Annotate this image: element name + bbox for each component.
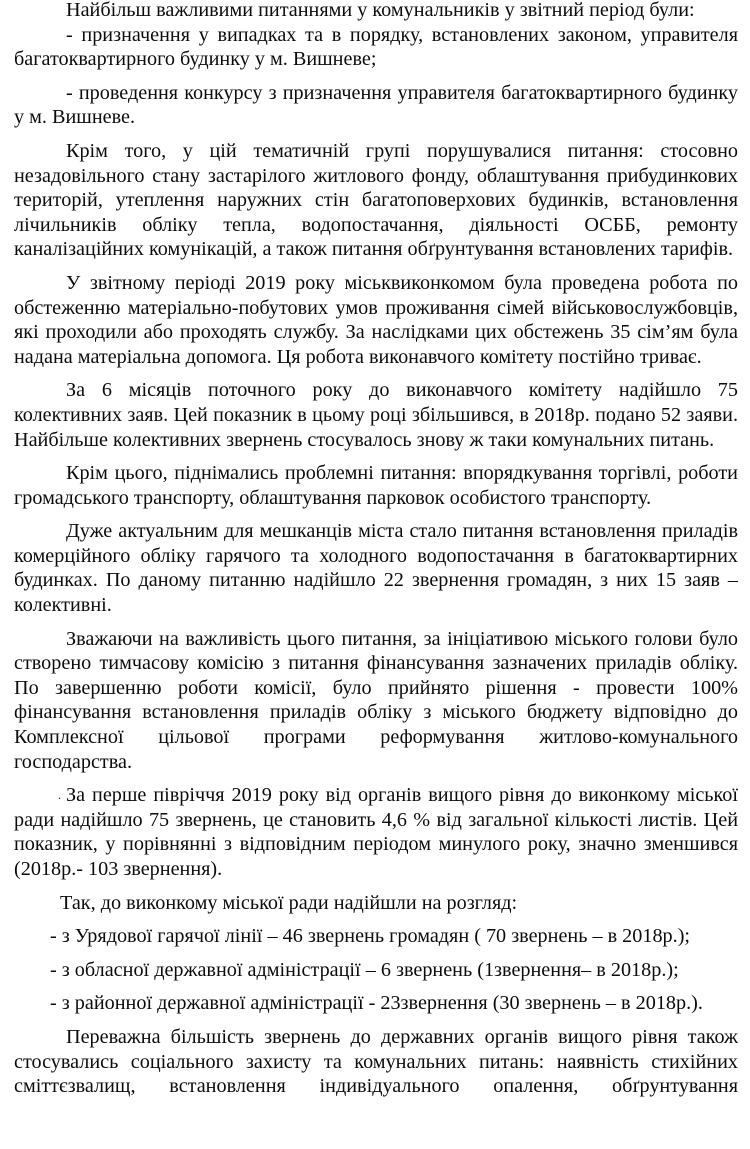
paragraph-military-families: У звітному періоді 2019 року міськвиконкомом була проведена робота по обстеженню матеріально-побутових умов проживання сімей військовослужбовців, які проходили або проходять службу. За наслідками цих обстежень 35 сім’ям була надана матеріальна допомога. Ця робота виконавчого комітету постійно триває. xyxy=(14,271,738,368)
list-item-district-admin: - з районної державної адміністрації - 23звернення (30 звернень – в 2018р.). xyxy=(50,992,703,1015)
paragraph-intro: Найбільш важливими питаннями у комунальників у звітний період були: xyxy=(66,0,695,21)
stray-dot-mark: . xyxy=(58,788,61,803)
paragraph-thematic-issues: Крім того, у цій тематичній групі порушувалися питання: стосовно незадовільного стану застарілого житлового фонду, облаштування прибудинкових територій, утеплення наружних стін багатоповерхових будинків, встановлення лічильників обліку тепла, водопостачання, діяльності ОСББ, ремонту каналізаційних комунікацій, а також питання обґрунтування встановлених тарифів. xyxy=(14,139,738,261)
paragraph-higher-authorities xyxy=(14,783,738,881)
list-item-hotline: - з Урядової гарячої лінії – 46 звернень громадян ( 70 звернень – в 2018р.); xyxy=(50,925,691,948)
paragraph-item-appoint-manager: - призначення у випадках та в порядку, встановлених законом, управителя багатоквартирного будинку у м. Вишневе; xyxy=(14,23,738,71)
paragraph-higher-authorities-text: За перше півріччя 2019 року від органів вищого рівня до виконкому міської ради надійшло 75 звернень, це становить 4,6 % від загальної кількості листів. Цей показник, у порівнянні з відповідним періодом минулого року, значно зменшився (2018р.- 103 звернення). xyxy=(14,784,738,880)
paragraph-problem-issues: Крім цього, піднімались проблемні питання: впорядкування торгівлі, роботи громадського транспорту, облаштування парковок особистого транспорту. xyxy=(14,462,738,509)
paragraph-majority-appeals: Переважна більшість звернень до державних органів вищого рівня також стосувались соціального захисту та комунальних питань: наявність стихійних сміттєзвалищ, встановлення індивідуального опалення, обґрунтування xyxy=(14,1025,738,1098)
list-item-regional-admin: - з обласної державної адміністрації – 6 звернень (1звернення– в 2018р.); xyxy=(50,958,679,981)
paragraph-received-intro: Так, до виконкому міської ради надійшли на розгляд: xyxy=(60,891,518,914)
paragraph-collective-statements: За 6 місяців поточного року до виконавчого комітету надійшло 75 колективних заяв. Цей показник в цьому році збільшився, в 2018р. подано 52 заяви. Найбільше колективних звернень стосувалось знову ж таки комунальних питань. xyxy=(14,379,738,451)
paragraph-metering-devices: Дуже актуальним для мешканців міста стало питання встановлення приладів комерційного обліку гарячого та холодного водопостачання в багатоквартирних будинках. По даному питанню надійшло 22 звернення громадян, з них 15 заяв – колективні. xyxy=(14,520,738,617)
paragraph-item-contest: - проведення конкурсу з призначення управителя багатоквартирного будинку у м. Вишневе. xyxy=(14,81,738,129)
paragraph-temporary-commission: Зважаючи на важливість цього питання, за ініціативою міського голови було створено тимчасову комісію з питання фінансування зазначених приладів обліку. По завершенню роботи комісії, було прийнято рішення - провести 100% фінансування встановлення приладів обліку з міського бюджету відповідно до Комплексної цільової програми реформування житлово-комунального господарства. xyxy=(14,627,738,773)
